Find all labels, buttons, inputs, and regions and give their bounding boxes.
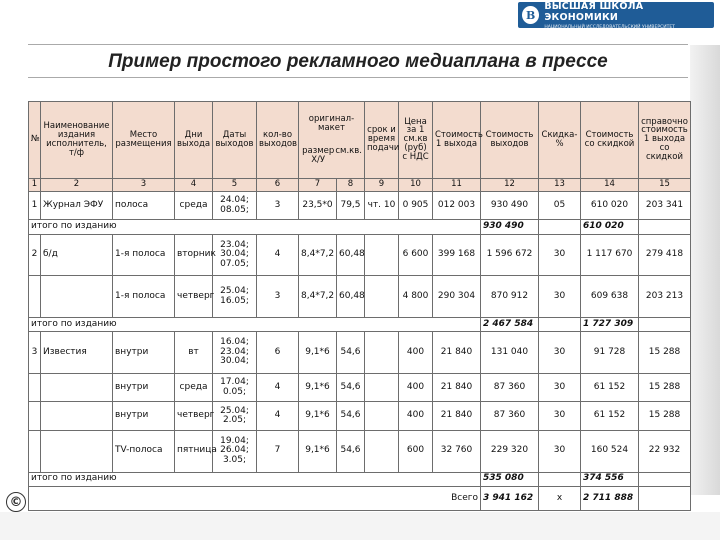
title-frame — [28, 44, 688, 78]
cell-deadline — [365, 402, 399, 431]
colnum: 3 — [113, 178, 175, 191]
subtotal-costdisc: 374 556 — [581, 472, 639, 486]
cell-size: 9,1*6 — [299, 373, 337, 402]
cell-price: 400 — [399, 402, 433, 431]
cell-deadline — [365, 332, 399, 374]
colnum: 12 — [481, 178, 539, 191]
cell-name: Известия — [41, 332, 113, 374]
colnum: 8 — [337, 178, 365, 191]
cell-name — [41, 402, 113, 431]
cell-size: 8,4*7,2 — [299, 234, 337, 276]
cell-no — [29, 373, 41, 402]
colnum: 5 — [213, 178, 257, 191]
cell-discount: 30 — [539, 430, 581, 472]
cell-cost1: 32 760 — [433, 430, 481, 472]
colnum: 6 — [257, 178, 299, 191]
cell-count: 4 — [257, 234, 299, 276]
cell-place: TV-полоса — [113, 430, 175, 472]
colnum: 14 — [581, 178, 639, 191]
cell-size: 23,5*0 — [299, 191, 337, 220]
header-deadline: срок и время подачи — [365, 102, 399, 179]
subtotal-costall: 930 490 — [481, 220, 539, 234]
header-layout: оригинал-макет размер Х/У см.кв. — [299, 102, 365, 179]
empty-cell — [639, 472, 691, 486]
cell-deadline — [365, 234, 399, 276]
cell-cost1: 012 003 — [433, 191, 481, 220]
cell-sqcm: 60,48 — [337, 234, 365, 276]
copyright-icon: © — [6, 492, 26, 512]
cell-costdisc: 91 728 — [581, 332, 639, 374]
colnum: 13 — [539, 178, 581, 191]
cell-count: 3 — [257, 191, 299, 220]
cell-cost1: 399 168 — [433, 234, 481, 276]
header-price: Цена за 1 см.кв (руб) с НДС — [399, 102, 433, 179]
cell-cost1: 21 840 — [433, 373, 481, 402]
cell-discount: 30 — [539, 402, 581, 431]
cell-no: 1 — [29, 191, 41, 220]
table-row — [29, 276, 691, 318]
subtotal-costdisc: 610 020 — [581, 220, 639, 234]
cell-days: вторник — [175, 234, 213, 276]
cell-deadline — [365, 276, 399, 318]
table-row — [29, 373, 691, 402]
cell-no — [29, 402, 41, 431]
colnum: 2 — [41, 178, 113, 191]
cell-place: внутри — [113, 332, 175, 374]
colnum: 7 — [299, 178, 337, 191]
cell-no — [29, 276, 41, 318]
cell-name — [41, 276, 113, 318]
cell-sqcm: 54,6 — [337, 402, 365, 431]
cell-sqcm: 79,5 — [337, 191, 365, 220]
colnum: 15 — [639, 178, 691, 191]
cell-costall: 87 360 — [481, 373, 539, 402]
cell-place: полоса — [113, 191, 175, 220]
empty-cell — [539, 317, 581, 331]
cell-price: 400 — [399, 332, 433, 374]
slide-edge-shadow — [690, 45, 720, 495]
header-costall: Стоимость выходов — [481, 102, 539, 179]
cell-ref: 203 213 — [639, 276, 691, 318]
cell-cost1: 21 840 — [433, 332, 481, 374]
logo-subtitle: НАЦИОНАЛЬНЫЙ ИССЛЕДОВАТЕЛЬСКИЙ УНИВЕРСИТЕТ — [544, 24, 675, 30]
cell-sqcm: 60,48 — [337, 276, 365, 318]
grand-total-costall: 3 941 162 — [481, 486, 539, 510]
cell-costdisc: 610 020 — [581, 191, 639, 220]
cell-days: четверг — [175, 402, 213, 431]
cell-size: 8,4*7,2 — [299, 276, 337, 318]
cell-name — [41, 373, 113, 402]
empty-cell — [639, 317, 691, 331]
cell-costdisc: 61 152 — [581, 402, 639, 431]
header-days: Дни выхода — [175, 102, 213, 179]
cell-dates: 19.04; 26.04; 3.05; — [213, 430, 257, 472]
colnum: 11 — [433, 178, 481, 191]
colnum: 9 — [365, 178, 399, 191]
table-row — [29, 234, 691, 276]
subtotal-row — [29, 317, 691, 331]
cell-days: пятница — [175, 430, 213, 472]
cell-costall: 870 912 — [481, 276, 539, 318]
colnum: 1 — [29, 178, 41, 191]
media-plan-body — [29, 191, 691, 510]
header-name: Наименование издания исполнитель, т/ф — [41, 102, 113, 179]
cell-dates: 25.04; 16.05; — [213, 276, 257, 318]
cell-costall: 229 320 — [481, 430, 539, 472]
cell-deadline: чт. 10 — [365, 191, 399, 220]
empty-cell — [639, 220, 691, 234]
cell-size: 9,1*6 — [299, 332, 337, 374]
colnum: 10 — [399, 178, 433, 191]
table-row — [29, 332, 691, 374]
cell-size: 9,1*6 — [299, 430, 337, 472]
cell-costall: 131 040 — [481, 332, 539, 374]
cell-no — [29, 430, 41, 472]
cell-dates: 17.04; 0.05; — [213, 373, 257, 402]
cell-place: внутри — [113, 373, 175, 402]
table-row — [29, 191, 691, 220]
cell-costall: 1 596 672 — [481, 234, 539, 276]
cell-place: 1-я полоса — [113, 234, 175, 276]
grand-total-row — [29, 486, 691, 510]
cell-price: 4 800 — [399, 276, 433, 318]
header-costdisc: Стоимость со скидкой — [581, 102, 639, 179]
cell-discount: 05 — [539, 191, 581, 220]
empty-cell — [539, 472, 581, 486]
slide-bottom-strip — [0, 512, 720, 540]
cell-sqcm: 54,6 — [337, 373, 365, 402]
cell-days: среда — [175, 191, 213, 220]
cell-price: 6 600 — [399, 234, 433, 276]
header-sqcm: см.кв. — [335, 145, 362, 156]
cell-costdisc: 61 152 — [581, 373, 639, 402]
cell-discount: 30 — [539, 373, 581, 402]
cell-days: четверг — [175, 276, 213, 318]
table-row — [29, 430, 691, 472]
cell-price: 400 — [399, 373, 433, 402]
cell-price: 600 — [399, 430, 433, 472]
subtotal-costall: 535 080 — [481, 472, 539, 486]
cell-price: 0 905 — [399, 191, 433, 220]
cell-ref: 15 288 — [639, 373, 691, 402]
cell-discount: 30 — [539, 332, 581, 374]
cell-dates: 25.04; 2.05; — [213, 402, 257, 431]
cell-deadline — [365, 373, 399, 402]
column-number-row — [29, 178, 691, 191]
cell-discount: 30 — [539, 234, 581, 276]
subtotal-row — [29, 220, 691, 234]
cell-costall: 87 360 — [481, 402, 539, 431]
subtotal-label: итого по изданию — [29, 220, 481, 234]
cell-dates: 23.04; 30.04; 07.05; — [213, 234, 257, 276]
cell-days: вт — [175, 332, 213, 374]
cell-no: 2 — [29, 234, 41, 276]
cell-sqcm: 54,6 — [337, 430, 365, 472]
subtotal-label: итого по изданию — [29, 317, 481, 331]
subtotal-costall: 2 467 584 — [481, 317, 539, 331]
slide-title: Пример простого рекламного медиаплана в прессе — [108, 51, 608, 72]
cell-days: среда — [175, 373, 213, 402]
cell-no: 3 — [29, 332, 41, 374]
cell-place: 1-я полоса — [113, 276, 175, 318]
cell-count: 7 — [257, 430, 299, 472]
table-row — [29, 402, 691, 431]
grand-total-costdisc: 2 711 888 — [581, 486, 639, 510]
cell-cost1: 290 304 — [433, 276, 481, 318]
subtotal-row — [29, 472, 691, 486]
cell-costall: 930 490 — [481, 191, 539, 220]
header-size: размер Х/У — [302, 145, 335, 165]
cell-name — [41, 430, 113, 472]
header-no: № — [29, 102, 41, 179]
header-ref: справочно стоимость 1 выхода со скидкой — [639, 102, 691, 179]
header-place: Место размещения — [113, 102, 175, 179]
cell-sqcm: 54,6 — [337, 332, 365, 374]
header-row — [29, 102, 691, 179]
header-discount: Скидка-% — [539, 102, 581, 179]
colnum: 4 — [175, 178, 213, 191]
cell-ref: 203 341 — [639, 191, 691, 220]
media-plan-table — [28, 101, 691, 511]
logo-emblem-icon: B — [522, 6, 539, 24]
cell-ref: 15 288 — [639, 332, 691, 374]
cell-count: 4 — [257, 402, 299, 431]
header-count: кол-во выходов — [257, 102, 299, 179]
empty-cell — [639, 486, 691, 510]
cell-costdisc: 1 117 670 — [581, 234, 639, 276]
cell-costdisc: 160 524 — [581, 430, 639, 472]
cell-cost1: 21 840 — [433, 402, 481, 431]
cell-name: б/д — [41, 234, 113, 276]
cell-ref: 15 288 — [639, 402, 691, 431]
cell-costdisc: 609 638 — [581, 276, 639, 318]
cell-ref: 22 932 — [639, 430, 691, 472]
grand-total-label: Всего — [29, 486, 481, 510]
cell-dates: 24.04; 08.05; — [213, 191, 257, 220]
subtotal-costdisc: 1 727 309 — [581, 317, 639, 331]
cell-count: 6 — [257, 332, 299, 374]
university-logo — [518, 2, 714, 28]
cell-dates: 16.04; 23.04; 30.04; — [213, 332, 257, 374]
cell-place: внутри — [113, 402, 175, 431]
cell-ref: 279 418 — [639, 234, 691, 276]
cell-size: 9,1*6 — [299, 402, 337, 431]
cell-deadline — [365, 430, 399, 472]
cell-count: 3 — [257, 276, 299, 318]
empty-cell — [539, 220, 581, 234]
subtotal-label: итого по изданию — [29, 472, 481, 486]
header-dates: Даты выходов — [213, 102, 257, 179]
cell-name: Журнал ЭФУ — [41, 191, 113, 220]
logo-name: ВЫСШАЯ ШКОЛА ЭКОНОМИКИ — [544, 0, 644, 23]
grand-total-mark: х — [539, 486, 581, 510]
cell-count: 4 — [257, 373, 299, 402]
header-cost1: Стоимость 1 выхода — [433, 102, 481, 179]
cell-discount: 30 — [539, 276, 581, 318]
